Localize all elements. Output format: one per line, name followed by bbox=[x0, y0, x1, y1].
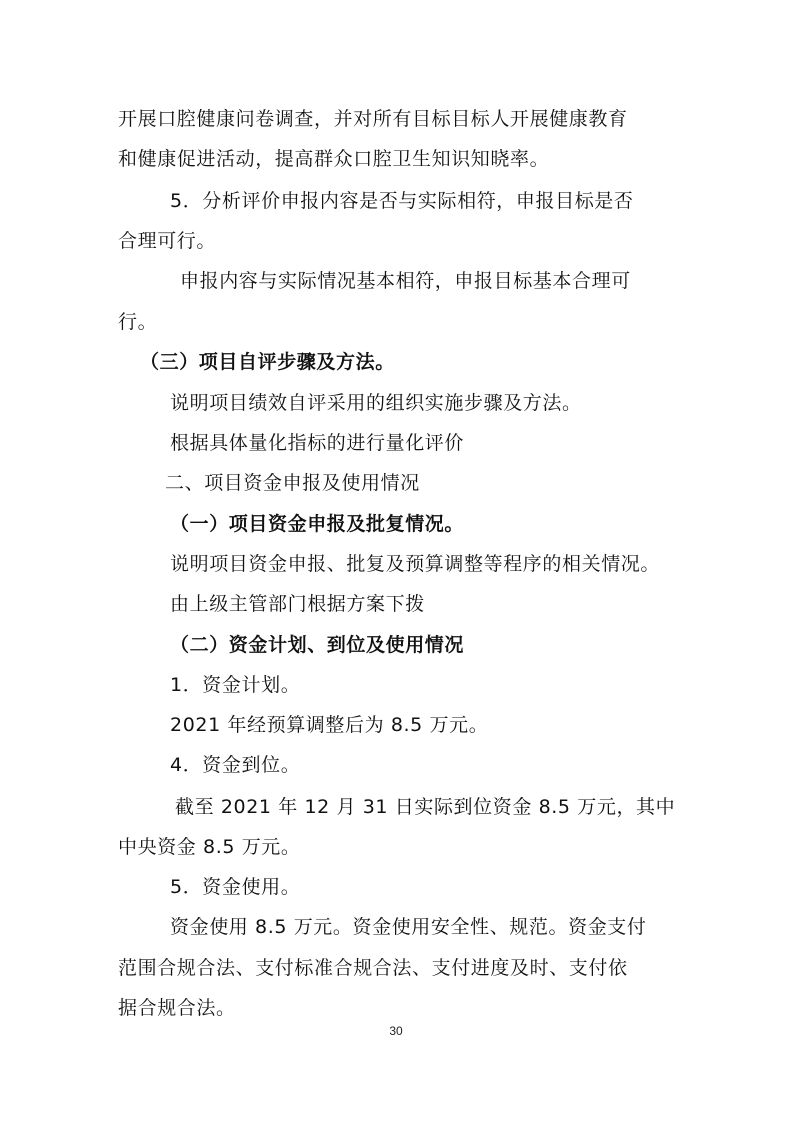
body-line-13: 中央资金 8.5 万元。 bbox=[118, 836, 301, 858]
body-line-16: 据合规合法。 bbox=[118, 997, 236, 1019]
subsection-heading-3: （三）项目自评步骤及方法。 bbox=[140, 351, 395, 373]
body-line-3: 5．分析评价申报内容是否与实际相符，申报目标是否 bbox=[170, 190, 634, 212]
body-line-11: 2021 年经预算调整后为 8.5 万元。 bbox=[170, 714, 489, 736]
section-heading-2: 二、项目资金申报及使用情况 bbox=[165, 472, 420, 494]
body-line-4: 合理可行。 bbox=[118, 230, 217, 252]
body-line-9: 说明项目资金申报、批复及预算调整等程序的相关情况。 bbox=[170, 553, 661, 575]
body-line-15: 范围合规合法、支付标准合规合法、支付进度及时、支付依 bbox=[118, 957, 628, 979]
subsection-heading-2: （二）资金计划、到位及使用情况 bbox=[170, 634, 465, 656]
body-line-8: 根据具体量化指标的进行量化评价 bbox=[170, 432, 465, 454]
subsection-heading-1: （一）项目资金申报及批复情况。 bbox=[170, 513, 465, 535]
body-line-2: 和健康促进活动，提高群众口腔卫生知识知晓率。 bbox=[118, 148, 550, 170]
item-heading-4: 4．资金到位。 bbox=[170, 754, 301, 776]
page-number: 30 bbox=[389, 1024, 403, 1038]
body-line-7: 说明项目绩效自评采用的组织实施步骤及方法。 bbox=[170, 392, 582, 414]
body-line-5: 申报内容与实际情况基本相符，申报目标基本合理可 bbox=[180, 270, 631, 292]
body-line-1: 开展口腔健康问卷调查，并对所有目标目标人开展健康教育 bbox=[118, 108, 628, 130]
item-heading-1: 1．资金计划。 bbox=[170, 674, 301, 696]
body-line-10: 由上级主管部门根据方案下拨 bbox=[170, 593, 425, 615]
body-line-6: 行。 bbox=[118, 311, 158, 333]
body-line-14: 资金使用 8.5 万元。资金使用安全性、规范。资金支付 bbox=[170, 916, 647, 938]
item-heading-5: 5．资金使用。 bbox=[170, 876, 301, 898]
body-line-12: 截至 2021 年 12 月 31 日实际到位资金 8.5 万元，其中 bbox=[175, 796, 676, 818]
